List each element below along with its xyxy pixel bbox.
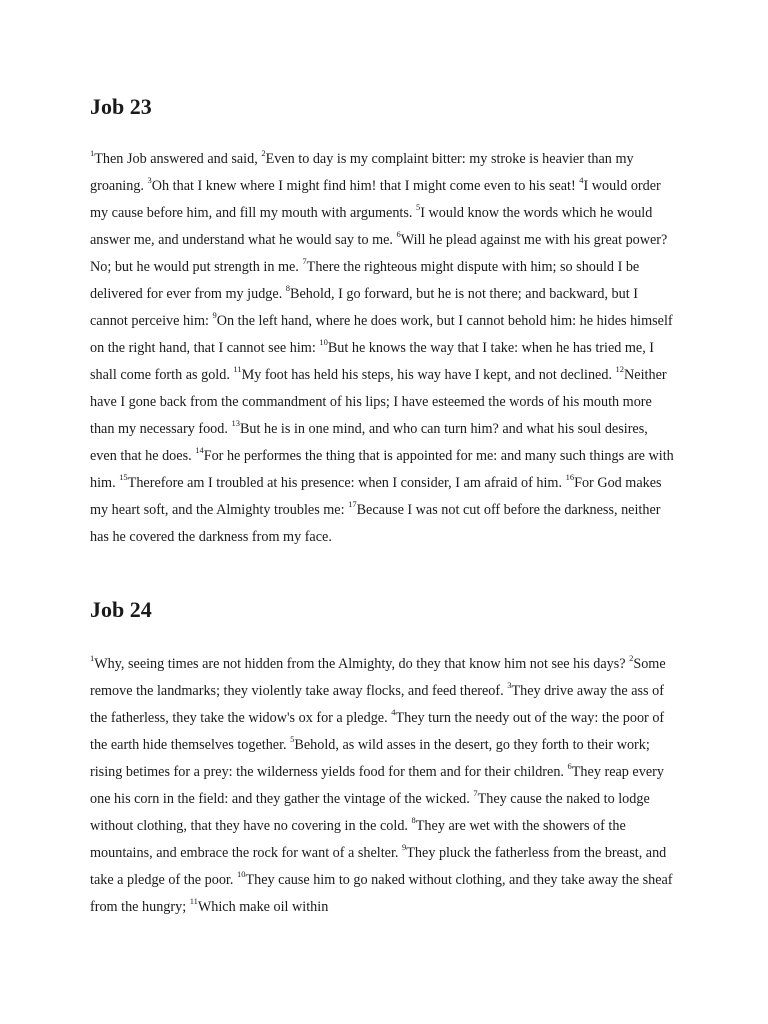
verse-text: Why, seeing times are not hidden from the Almighty, do they that know him not see his days? [94,656,630,672]
chapter-title-job-24: Job 24 [90,597,152,622]
verse-text: My foot has held his steps, his way have I kept, and not declined. [241,367,616,383]
verse-number: 2 [629,653,634,664]
verse-number: 8 [285,283,291,294]
verse-number: 10 [319,337,328,348]
verse-number: 13 [231,418,240,429]
verse [90,148,262,167]
chapter-text-job-24 [90,651,675,921]
chapter-title-job-23: Job 23 [90,94,152,119]
verse-text: On the left hand, where he does work, but I cannot behold him: he hides himself on the right hand, that I cannot see him: [90,313,673,356]
verse-text: There the righteous might dispute with him; so should I be delivered for ever from my judge. [90,259,640,302]
verse-text: For he performes the thing that is appointed for me: and many such things are with him. [90,448,674,491]
verse-text: They reap every one his corn in the field: and they gather the vintage of the wicked. [90,764,664,807]
verse [90,653,630,672]
verse-text: Therefore am I troubled at his presence: when I consider, I am afraid of him. [127,475,566,491]
verse-number: 1 [90,653,95,664]
verse-text: Some remove the landmarks; they violently take away flocks, and feed thereof. [90,656,666,699]
verse-number: 10 [236,869,246,880]
chapter-text-job-23 [90,146,675,551]
verse-number: 4 [579,175,584,186]
verse-text: They cause him to go naked without clothing, and they take away the sheaf from the hungry; [90,872,673,915]
verse [189,896,329,915]
verse-text: Because I was not cut off before the darkness, neither has he covered the darkness from my face. [90,502,661,545]
verse-text: They pluck the fatherless from the breast, and take a pledge of the poor. [90,845,667,888]
verse-number: 2 [261,148,266,159]
verse-number: 9 [402,842,407,853]
verse-text: I would order my cause before him, and fill my mouth with arguments. [90,178,661,221]
verse-number: 3 [147,175,152,186]
verse-text: They cause the naked to lodge without clothing, that they have no covering in the cold. [90,791,650,834]
verse-text: Oh that I knew where I might find him! that I might come even to his seat! [151,178,580,194]
verse-number: 8 [411,815,416,826]
verse-number: 15 [119,472,128,483]
verse-text: Behold, I go forward, but he is not there; and backward, but I cannot perceive him: [90,286,638,329]
verse-text: Which make oil within [197,899,329,915]
verse-number: 5 [290,734,295,745]
verse-number: 6 [396,229,401,240]
verse-text: I would know the words which he would answer me, and understand what he would say to me. [90,205,653,248]
verse-text: For God makes my heart soft, and the Almighty troubles me: [90,475,662,518]
verse-number: 11 [189,896,198,907]
verse-number: 9 [212,310,217,321]
verse-text: They drive away the ass of the fatherless, they take the widow's ox for a pledge. [90,683,664,726]
verse-number: 4 [391,707,396,718]
verse [147,175,580,194]
document-page [90,0,675,1024]
verse-number: 6 [567,761,572,772]
verse-number: 1 [90,148,95,159]
verse-number: 5 [416,202,421,213]
verse-text: Then Job answered and said, [94,151,262,167]
verse-number: 7 [473,788,478,799]
verse-text: They turn the needy out of the way: the poor of the earth hide themselves together. [90,710,665,753]
verse-text: They are wet with the showers of the mountains, and embrace the rock for want of a shelter. [90,818,626,861]
verse-text: Will he plead against me with his great power? No; but he would put strength in me. [90,232,668,275]
verse-number: 12 [615,364,625,375]
verse-text: Neither have I gone back from the commandment of his lips; I have esteemed the words of his mouth more than my necessary food. [90,367,667,437]
verse [233,364,616,383]
verse-number: 3 [507,680,512,691]
verse-number: 16 [565,472,575,483]
verse-text: But he is in one mind, and who can turn him? and what his soul desires, even that he does. [90,421,648,464]
verse [119,472,566,491]
verse-number: 7 [302,256,307,267]
verse-number: 11 [233,364,242,375]
verse-text: Even to day is my complaint bitter: my stroke is heavier than my groaning. [90,151,634,194]
verse-number: 14 [195,445,204,456]
verse-text: Behold, as wild asses in the desert, go they forth to their work; rising betimes for a prey: the wilderness yields food for them and for their children. [90,737,650,780]
verse-text: But he knows the way that I take: when he has tried me, I shall come forth as gold. [90,340,655,383]
verse-number: 17 [348,499,357,510]
